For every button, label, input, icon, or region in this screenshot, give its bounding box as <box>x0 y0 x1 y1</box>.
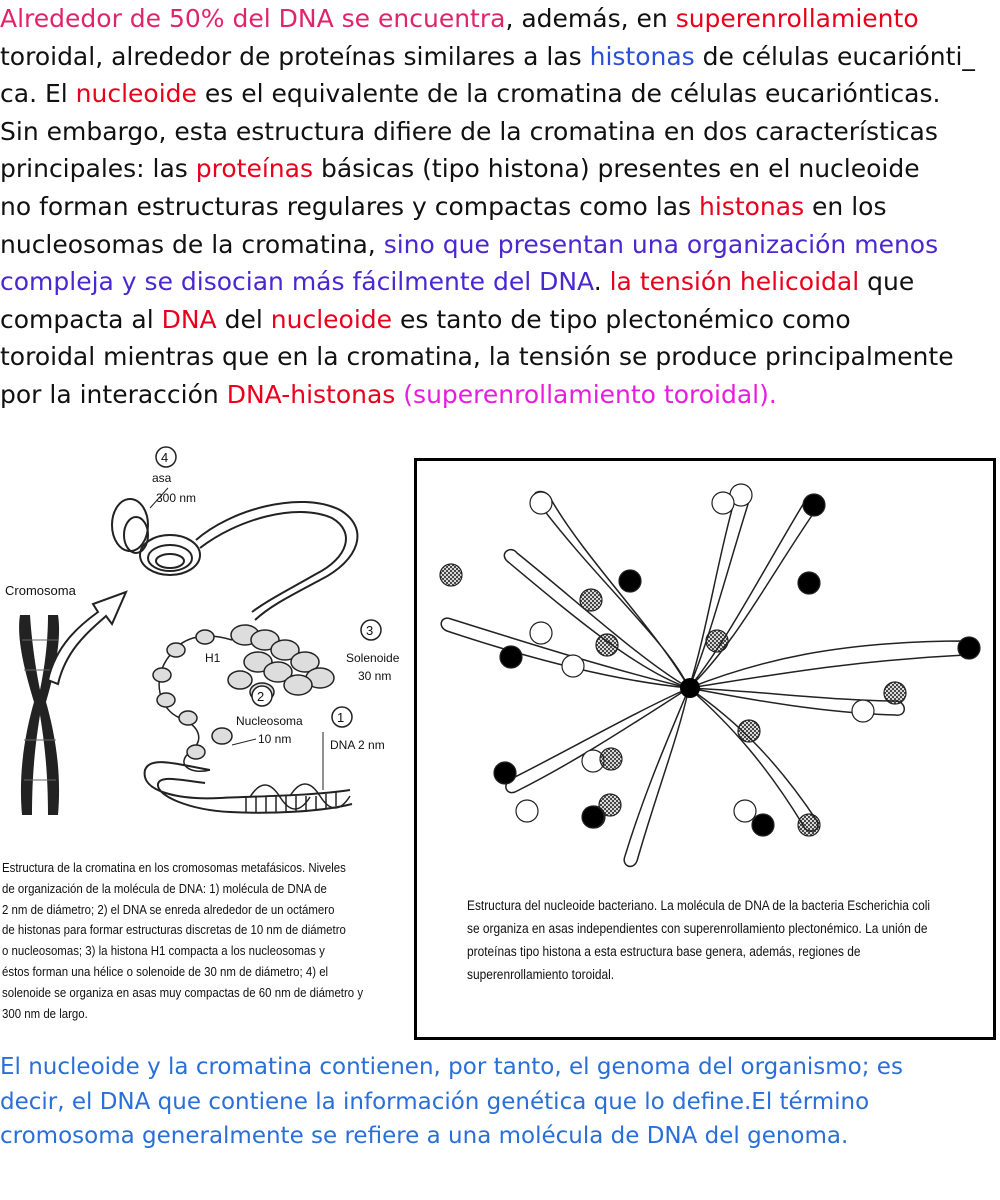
intro-text: . <box>593 267 610 297</box>
intro-text: compacta al <box>0 304 162 334</box>
intro-line-9 <box>0 301 1000 339</box>
intro-line-11 <box>0 376 1000 414</box>
intro-line-4: Sin embargo, esta estructura difiere de la cromatina en dos características <box>0 116 938 146</box>
nucleoid-caption <box>467 895 937 987</box>
intro-text: toroidal, alrededor de proteínas similares a las <box>0 41 590 71</box>
intro-highlight: DNA <box>161 304 217 334</box>
intro-line-10: toroidal mientras que en la cromatina, la tensión se produce principalmente <box>0 342 954 372</box>
intro-paragraph <box>0 0 1000 414</box>
label-nucleosoma: Nucleosoma <box>236 714 303 728</box>
intro-text: del <box>216 304 271 334</box>
intro-highlight: (superenrollamiento toroidal). <box>395 379 777 409</box>
intro-line-7 <box>0 226 1000 264</box>
label-cromosoma: Cromosoma <box>5 583 76 598</box>
label-nucleosoma-size: 10 nm <box>258 732 292 746</box>
intro-text: que <box>859 267 915 297</box>
nucleoid-figure <box>414 458 996 1040</box>
intro-highlight: histonas <box>699 191 805 221</box>
caption-line: superenrollamiento toroidal. <box>467 967 615 983</box>
intro-highlight: DNA-histonas <box>226 379 396 409</box>
nucleoid-center <box>680 678 700 698</box>
intro-highlight: nucleoide <box>270 304 393 334</box>
label-solenoide-size: 30 nm <box>358 669 392 683</box>
intro-text: es el equivalente de la cromatina de células eucariónticas. <box>196 79 941 109</box>
label-asa: asa <box>152 471 172 485</box>
intro-text: es tanto de tipo plectonémico como <box>392 304 851 334</box>
caption-line: proteínas tipo histona a esta estructura base genera, además, regiones de <box>467 944 861 960</box>
intro-line-2 <box>0 38 1000 76</box>
intro-text: de células eucariónti_ <box>694 41 975 71</box>
loop-coil <box>112 499 357 620</box>
caption-line: se organiza en asas independientes con superenrollamiento plectonémico. La unión de <box>467 921 928 937</box>
intro-highlight: histonas <box>589 41 695 71</box>
caption-line: Estructura del nucleoide bacteriano. La molécula de DNA de la bacteria Escherichia coli <box>467 898 931 914</box>
label-dna-size: DNA 2 nm <box>330 738 385 752</box>
intro-text: básicas (tipo histona) presentes en el nucleoide <box>313 154 920 184</box>
intro-text: , además, en <box>505 4 676 33</box>
step-3-number: 3 <box>366 623 374 638</box>
intro-highlight: compleja y se disocian más fácilmente del DNA <box>0 267 594 297</box>
outro-paragraph <box>0 1050 1000 1154</box>
caption-line: 2 nm de diámetro; 2) el DNA se enreda alrededor de un octámero <box>2 901 335 917</box>
step-4-number: 4 <box>161 450 169 465</box>
outro-line: El nucleoide y la cromatina contienen, por tanto, el genoma del organismo; es <box>0 1054 903 1080</box>
caption-line: de organización de la molécula de DNA: 1) molécula de DNA de <box>2 880 327 896</box>
label-asa-length: 300 nm <box>156 491 197 505</box>
arrow-icon <box>48 592 126 684</box>
caption-line: de histonas para formar estructuras discretas de 10 nm de diámetro <box>2 922 346 938</box>
intro-line-3 <box>0 75 1000 113</box>
intro-line-1 <box>0 0 1000 38</box>
intro-text: ca. El <box>0 79 76 109</box>
intro-highlight: nucleoide <box>75 79 197 109</box>
caption-line: Estructura de la cromatina en los cromosomas metafásicos. Niveles <box>2 860 346 875</box>
label-h1: H1 <box>205 651 221 665</box>
outro-line: cromosoma generalmente se refiere a una molécula de DNA del genoma. <box>0 1123 849 1149</box>
chromosome-icon <box>19 615 59 815</box>
intro-highlight: Alrededor de 50% del DNA se encuentra <box>0 4 506 33</box>
caption-line: o nucleosomas; 3) la histona H1 compacta a los nucleosomas y <box>2 943 325 959</box>
intro-highlight: la tensión helicoidal <box>609 267 860 297</box>
outro-line: decir, el DNA que contiene la información genética que lo define.El término <box>0 1088 870 1115</box>
nucleoid-diagram <box>417 461 993 891</box>
step-1-number: 1 <box>337 710 345 725</box>
intro-text: no forman estructuras regulares y compactas como las <box>0 191 699 221</box>
intro-text: nucleosomas de la cromatina, <box>0 229 384 259</box>
intro-highlight: superenrollamiento <box>675 4 919 33</box>
intro-highlight: sino que presentan una organización menos <box>383 229 939 259</box>
caption-line: 300 nm de largo. <box>2 1005 88 1021</box>
solenoid <box>228 625 334 701</box>
chromatin-caption <box>2 858 364 1024</box>
caption-line: solenoide se organiza en asas muy compactas de 60 nm de diámetro y <box>2 984 364 1000</box>
intro-line-8 <box>0 263 1000 301</box>
intro-text: en los <box>804 191 887 221</box>
step-2-number: 2 <box>257 689 265 704</box>
intro-text: por la interacción <box>0 379 227 409</box>
dna-helix <box>145 762 352 813</box>
intro-text: principales: las <box>0 154 196 184</box>
intro-line-5 <box>0 150 1000 188</box>
intro-line-6 <box>0 188 1000 226</box>
chromatin-diagram <box>0 440 412 860</box>
intro-highlight: proteínas <box>195 154 313 184</box>
caption-line: éstos forman una hélice o solenoide de 30 nm de diámetro; 4) el <box>2 963 329 979</box>
label-solenoide: Solenoide <box>346 651 400 665</box>
